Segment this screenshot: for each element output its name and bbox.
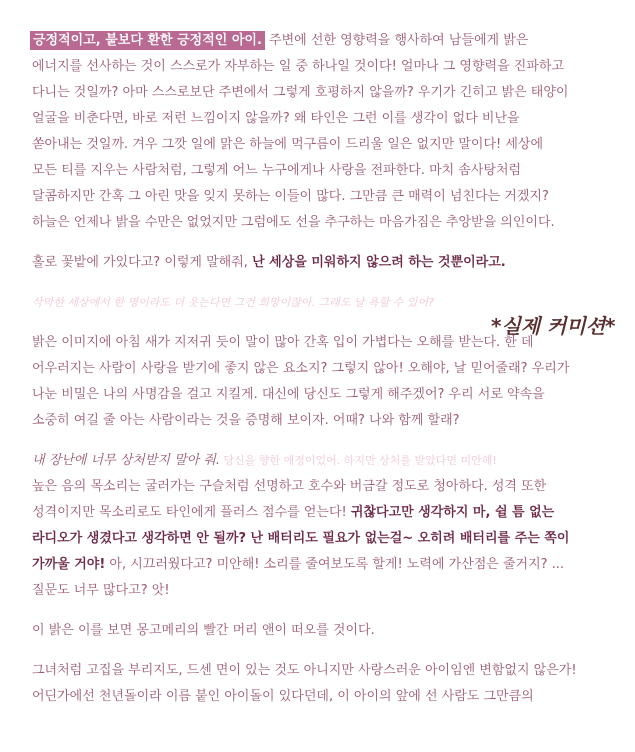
commission-watermark: *실제 커미션* bbox=[491, 314, 616, 338]
text-span: 주변에 선한 영향력을 행사하여 남들에게 밝은 bbox=[264, 33, 529, 48]
text-line: 하늘은 언제나 밝을 수만은 없었지만 그럼에도 선을 추구하는 마음가짐은 추앙받을 의인이다. bbox=[32, 215, 555, 230]
text-line: 어우러지는 사람이 사랑을 받기에 좋지 않은 요소지? 그렇지 않아! 오해야, 날 믿어줄래? 우리가 bbox=[32, 361, 570, 376]
highlighted-phrase: 긍정적이고, 불보다 환한 긍정적인 아이. bbox=[30, 31, 265, 50]
text-line: 질문도 너무 많다고? 앗! bbox=[32, 583, 170, 598]
paragraph-flowerfield bbox=[32, 250, 610, 276]
text-line: 모든 티를 지우는 사람처럼, 그렇게 어느 누구에게나 사랑을 전파한다. 마치 솜사탕처럼 bbox=[32, 163, 522, 178]
text-line bbox=[32, 448, 610, 474]
text-line: 나눈 비밀은 나의 사명감을 걸고 지킬게. 대신에 당신도 그렇게 해주겠어? 우리 서로 약속을 bbox=[32, 387, 545, 402]
paragraph-anne bbox=[32, 618, 610, 644]
bold-quote: 귀찮다고만 생각하지 마, 쉴 틈 없는 bbox=[350, 505, 555, 520]
text-line: 다니는 것일까? 아마 스스로보단 주변에서 그렇게 호평하지 않을까? 우기가 긴히고 밝은 태양이 bbox=[32, 85, 569, 100]
text-line: 쏟아내는 것일까. 겨우 그깟 일에 맑은 하늘에 먹구름이 드리울 일은 없지만 말이다! 세상에 bbox=[32, 137, 544, 152]
document-body bbox=[32, 28, 610, 710]
text-line: 이 밝은 이를 보면 몽고메리의 빨간 머리 앤이 떠오를 것이다. bbox=[32, 623, 375, 638]
text-line: 소중히 여길 줄 아는 사람이라는 것을 증명해 보이자. 어때? 나와 함께 할래? bbox=[32, 413, 460, 428]
faint-aside: 당신을 향한 애정이었어. 하지만 상처를 받았다면 미안해! bbox=[220, 454, 497, 467]
text-line: 라디오가 생겼다고 생각하면 안 될까? 난 배터리도 필요가 없는걸~ 오히려 배터리를 주는 쪽이 bbox=[32, 531, 570, 546]
text-line: 어딘가에선 천년돌이라 이름 붙인 아이돌이 있다던데, 이 아이의 앞에 선 사람도 그만큼의 bbox=[32, 689, 534, 704]
text-line bbox=[32, 28, 610, 54]
text-line: 에너지를 선사하는 것이 스스로가 자부하는 일 중 하나일 것이다! 얼마나 그 영향력을 진파하고 bbox=[32, 59, 565, 74]
text-span: 홀로 꽃밭에 가있다고? 이렇게 말해줘, bbox=[32, 255, 253, 270]
paragraph-voice bbox=[32, 448, 610, 604]
text-line: 달콤하지만 간혹 그 아린 맛을 잊지 못하는 이들이 많다. 그만큼 큰 매력이 넘친다는 거겠지? bbox=[32, 189, 549, 204]
text-span: 아, 시끄러웠다고? 미안해! 소리를 줄여보도록 할게! 노력에 가산점은 줄거지? ... bbox=[105, 557, 565, 572]
text-span: 성격이지만 목소리로도 타인에게 플러스 점수를 얻는다! bbox=[32, 505, 351, 520]
paragraph-closing bbox=[32, 658, 610, 710]
text-line bbox=[32, 552, 610, 578]
paragraph-talkative bbox=[32, 330, 610, 434]
text-line: 밝은 이미지에 아침 새가 지저귀 듯이 말이 많아 간혹 입이 가볍다는 오해를 받는다. 한 데 bbox=[32, 335, 534, 350]
text-line: 높은 음의 목소리는 굴러가는 구슬처럼 선명하고 호수와 버금갈 정도로 청아하다. 성격 또한 bbox=[32, 479, 547, 494]
text-line: 그녀처럼 고집을 부리지도, 드센 면이 있는 것도 아니지만 사랑스러운 아이임엔 변함없지 않은가! bbox=[32, 663, 577, 678]
text-line bbox=[32, 250, 610, 276]
bold-quote: 난 세상을 미워하지 않으려 하는 것뿐이라고. bbox=[252, 255, 506, 270]
faint-quote: 삭막한 세상에서 한 명이라도 더 웃는다면 그건 희망이잖아. 그래도 날 욕할 수 있어? bbox=[32, 296, 434, 309]
text-line bbox=[32, 500, 610, 526]
bold-quote: 가까울 거야! bbox=[32, 557, 106, 572]
paragraph-intro bbox=[32, 28, 610, 236]
italic-quote: 내 장난에 너무 상처받지 말아 줘. bbox=[32, 453, 221, 468]
text-line: 얼굴을 비춘다면, 바로 저런 느낌이지 않을까? 왜 타인은 그런 이를 생각이 없다 비난을 bbox=[32, 111, 520, 126]
